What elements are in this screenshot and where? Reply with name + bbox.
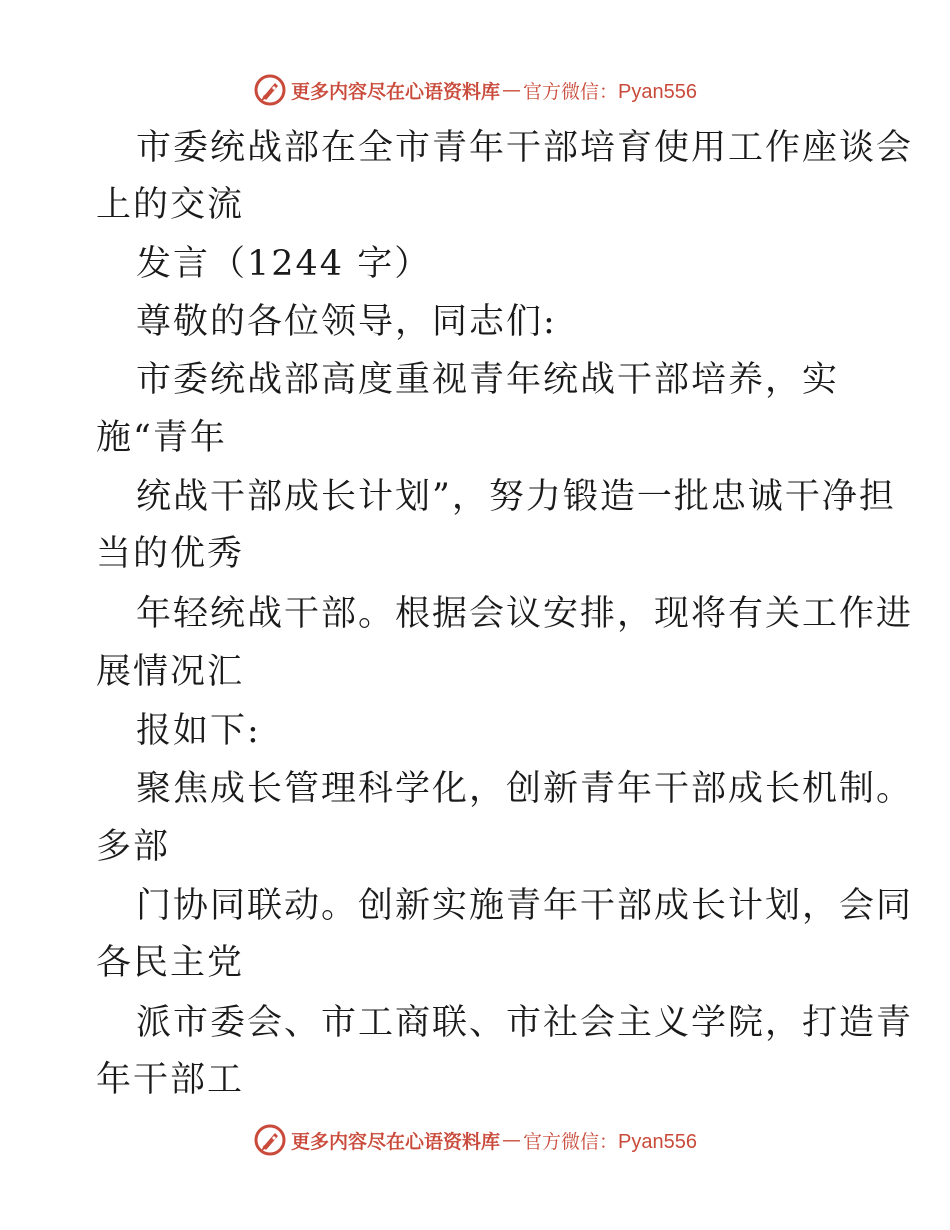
document-line: 各民主党 bbox=[96, 943, 245, 983]
document-line: 当的优秀 bbox=[96, 534, 245, 574]
document-line: 市委统战部在全市青年干部培育使用工作座谈会 bbox=[136, 128, 914, 168]
watermark-account-handle: Pyan556 bbox=[618, 1130, 697, 1153]
watermark-account-handle: Pyan556 bbox=[618, 80, 697, 103]
document-line: 展情况汇 bbox=[96, 652, 245, 692]
document-line: 发言（1244 字） bbox=[136, 244, 432, 284]
watermark-separator: — bbox=[502, 79, 522, 101]
document-line: 报如下: bbox=[136, 711, 261, 751]
watermark-account bbox=[523, 1127, 697, 1154]
pen-nib-logo-icon bbox=[253, 73, 287, 107]
header-watermark bbox=[0, 70, 950, 110]
document-line: 尊敬的各位领导，同志们: bbox=[136, 302, 557, 342]
document-line: 上的交流 bbox=[96, 185, 245, 225]
pen-nib-logo-icon bbox=[253, 1123, 287, 1157]
watermark-site-text: 更多内容尽在心语资料库 bbox=[291, 80, 501, 103]
document-line: 施“青年 bbox=[96, 418, 227, 458]
document-line: 聚焦成长管理科学化，创新青年干部成长机制。 bbox=[136, 769, 914, 809]
footer-watermark bbox=[0, 1120, 950, 1160]
document-line: 多部 bbox=[96, 827, 171, 867]
watermark-account bbox=[523, 77, 697, 104]
watermark-site-text: 更多内容尽在心语资料库 bbox=[291, 1130, 501, 1153]
document-line: 年干部工 bbox=[96, 1060, 245, 1100]
document-line: 派市委会、市工商联、市社会主义学院，打造青 bbox=[136, 1003, 914, 1043]
watermark-separator: — bbox=[502, 1129, 522, 1151]
watermark-account-label: 官方微信： bbox=[523, 1130, 619, 1153]
watermark-account-label: 官方微信： bbox=[523, 80, 619, 103]
document-line: 市委统战部高度重视青年统战干部培养，实 bbox=[136, 360, 840, 400]
document-line: 统战干部成长计划”，努力锻造一批忠诚干净担 bbox=[136, 477, 896, 517]
document-line: 门协同联动。创新实施青年干部成长计划，会同 bbox=[136, 886, 914, 926]
document-line: 年轻统战干部。根据会议安排，现将有关工作进 bbox=[136, 594, 914, 634]
